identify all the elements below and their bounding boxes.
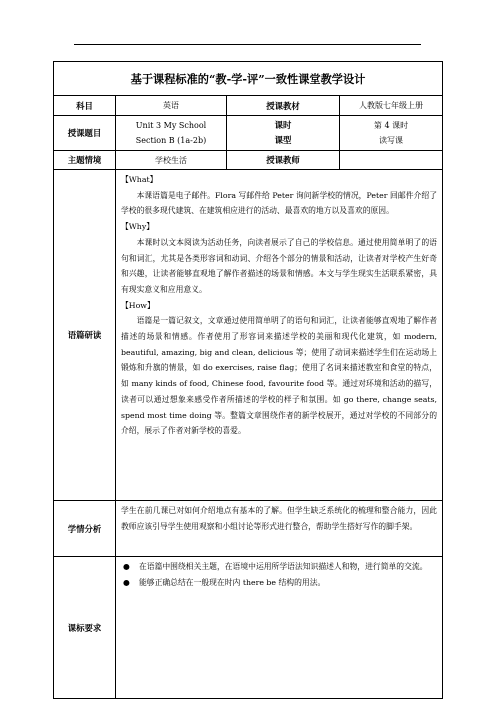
topic-value xyxy=(116,116,227,151)
topic-label: 授课题目 xyxy=(54,116,116,151)
context-label: 主题情境 xyxy=(54,151,116,170)
period-value: 第 4 课时 xyxy=(373,121,409,130)
subject-label: 科目 xyxy=(54,96,116,116)
header-rule xyxy=(74,44,421,45)
bullet-icon: ● xyxy=(123,577,130,587)
subject-value: 英语 xyxy=(116,96,227,116)
period-type-labels xyxy=(227,116,340,151)
textbook-label: 授课教材 xyxy=(227,96,340,116)
teacher-value xyxy=(340,151,443,170)
standard-text: 在语篇中围绕相关主题，在语境中运用所学语法知识描述人和物，进行简单的交流。 xyxy=(139,562,428,571)
what-tag: 【What】 xyxy=(121,175,158,184)
standards-label: 课标要求 xyxy=(54,557,116,699)
what-text: 本课语篇是电子邮件。Flora 写邮件给 Peter 询问新学校的情况，Peter 回邮件介绍了学校的很多现代建筑、在建筑相应进行的活动、最喜欢的地方以及喜欢的原因。 xyxy=(121,190,438,216)
learners-text: 学生在前几课已对如何介绍地点有基本的了解。但学生缺乏系统化的梳理和整合能力，因此教师应该引导学生使用观察和小组讨论等形式进行整合，帮助学生搭好写作的脚手架。 xyxy=(116,501,443,557)
type-value: 读写课 xyxy=(379,136,404,145)
topic-section: Section B (1a-2b) xyxy=(135,136,207,145)
standard-text: 能够正确总结在一般现在时内 there be 结构的用法。 xyxy=(139,577,326,587)
how-tag: 【How】 xyxy=(121,300,155,310)
learners-label: 学情分析 xyxy=(54,501,116,557)
lesson-design-table xyxy=(53,61,443,699)
type-label: 课型 xyxy=(274,135,292,145)
standard-item xyxy=(121,575,437,591)
why-tag: 【Why】 xyxy=(121,222,155,232)
standard-item xyxy=(121,559,437,575)
context-value: 学校生活 xyxy=(116,151,227,170)
analysis-body xyxy=(116,170,443,501)
why-text: 本课时以文本阅读为活动任务，向读者展示了自己的学校信息。通过使用简单明了的语句和词汇，尤其是各类形容词和动词、介绍各个部分的情景和活动，让读者对学校产生好奇和兴趣，让读者能够直观地了解作者描述的场景和情感。本文与学生现实生活联系紧密，具有现实意义和应用意义。 xyxy=(121,237,438,294)
teacher-label: 授课教师 xyxy=(227,151,340,170)
analysis-label: 语篇研读 xyxy=(54,170,116,501)
bullet-icon: ● xyxy=(123,562,130,571)
how-text: 语篇是一篇记叙文，文章通过使用简单明了的语句和词汇，让读者能够直观地了解作者描述的场景和情感。作者使用了形容词来描述学校的美丽和现代化建筑，如 modern, beautiful, amazing, big and clean, delicious 等；使用了动词来描述学生们在运动场上锻炼和升旗的情景，如 do exercises, raise flag；使用了名词来描述教室和食堂的特点，如 many kinds of food, Chinese food, favourite food 等。通过对环境和活动的描写，读者可以通过想象来感受作者所描述的学校的样子和氛围。如 go there, change seats, spend most time doing 等。整篇文章围绕作者的新学校展开，通过对学校的不同部分的介绍，展示了作者对新学校的喜爱。 xyxy=(121,316,438,436)
standards-body xyxy=(116,557,443,699)
period-type-values xyxy=(340,116,443,151)
page-title: 基于课程标准的“教-学-评”一致性课堂教学设计 xyxy=(54,62,443,96)
textbook-value: 人教版七年级上册 xyxy=(340,96,443,116)
topic-unit: Unit 3 My School xyxy=(135,121,207,130)
period-label: 课时 xyxy=(274,120,292,130)
